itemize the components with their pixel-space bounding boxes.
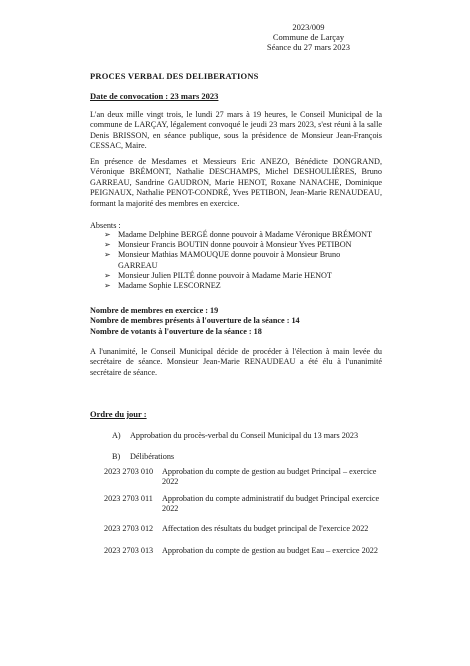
list-item: ➢ Monsieur Julien PILTÉ donne pouvoir à Madame Marie HENOT [104,270,332,280]
list-item: ➢ Madame Sophie LESCORNEZ [104,281,221,291]
member-counts [90,306,300,337]
deliberation-code: 2023 2703 012 [104,524,154,533]
list-item: ➢ Madame Delphine BERGÉ donne pouvoir à Madame Véronique BRÉMONT [104,230,373,239]
deliberation-code: 2023 2703 011 [104,494,153,503]
arrow-bullet-icon: ➢ [104,240,111,250]
agenda-item-a: A) Approbation du procès-verbal du Conseil Municipal du 13 mars 2023 [112,431,359,440]
document-header [267,22,350,52]
commune-name: Commune de Larçay [272,32,345,42]
absents-label: Absents : [90,221,121,230]
seance-date: Séance du 27 mars 2023 [266,42,350,52]
agenda-item-b: B) Délibérations [112,452,175,461]
deliberation-code: 2023 2703 013 [104,546,154,555]
arrow-bullet-icon: ➢ [104,281,111,291]
document-title: PROCES VERBAL DES DELIBERATIONS [90,71,259,81]
arrow-bullet-icon: ➢ [104,250,111,260]
secretaire-paragraph: A l'unanimité, le Conseil Municipal décide de procéder à l'élection à main levée du secrétaire de séance. Monsieur Jean-Marie RENAUDEAU a été élu à l'unanimité secrétaire de séance. [90,347,382,377]
ordre-du-jour-label: Ordre du jour : [90,409,147,419]
count-presents: Nombre de membres présents à l'ouverture de la séance : 14 [90,316,300,326]
document-reference: 2023/009 [292,22,325,32]
deliberation-text: Approbation du compte de gestion au budget Eau – exercice 2022 [162,546,378,555]
list-item: ➢ Monsieur Francis BOUTIN donne pouvoir à Monsieur Yves PETIBON [104,240,352,250]
opening-paragraph: L'an deux mille vingt trois, le lundi 27 mars à 19 heures, le Conseil Municipal de la commune de LARÇAY, légalement convoqué le jeudi 23 mars 2023, s'est réuni à la salle Denis BRISSON, en séance publique, sous la présidence de Monsieur Jean-François CESSAC, Maire. [90,110,382,151]
arrow-bullet-icon: ➢ [104,270,111,280]
deliberation-code: 2023 2703 010 [104,467,154,476]
deliberation-text: Affectation des résultats du budget principal de l'exercice 2022 [162,524,369,533]
deliberation-text: Approbation du compte administratif du budget Principal exercice 2022 [162,494,380,514]
absents-list [104,230,374,291]
count-exercice: Nombre de membres en exercice : 19 [90,306,219,315]
presence-paragraph: En présence de Mesdames et Messieurs Eric ANEZO, Bénédicte DONGRAND, Véronique BRÉMONT, Nathalie DESCHAMPS, Michel DESHOULIÈRES, Bruno GARREAU, Sandrine GAUDRON, Marie HENOT, Roxane NANACHE, Dominique PEIGNAUX, Nathalie PENOT-CONDRÉ, Yves PETIBON, Jean-Marie RENAUDEAU, formant la majorité des membres en exercice. [90,157,382,208]
deliberation-text: Approbation du compte de gestion au budget Principal – exercice 2022 [162,467,377,487]
date-convocation: Date de convocation : 23 mars 2023 [90,91,219,101]
list-item: ➢ Monsieur Mathias MAMOUQUE donne pouvoir à Monsieur Bruno GARREAU [104,250,341,270]
arrow-bullet-icon: ➢ [104,230,111,239]
count-votants: Nombre de votants à l'ouverture de la séance : 18 [90,326,262,336]
